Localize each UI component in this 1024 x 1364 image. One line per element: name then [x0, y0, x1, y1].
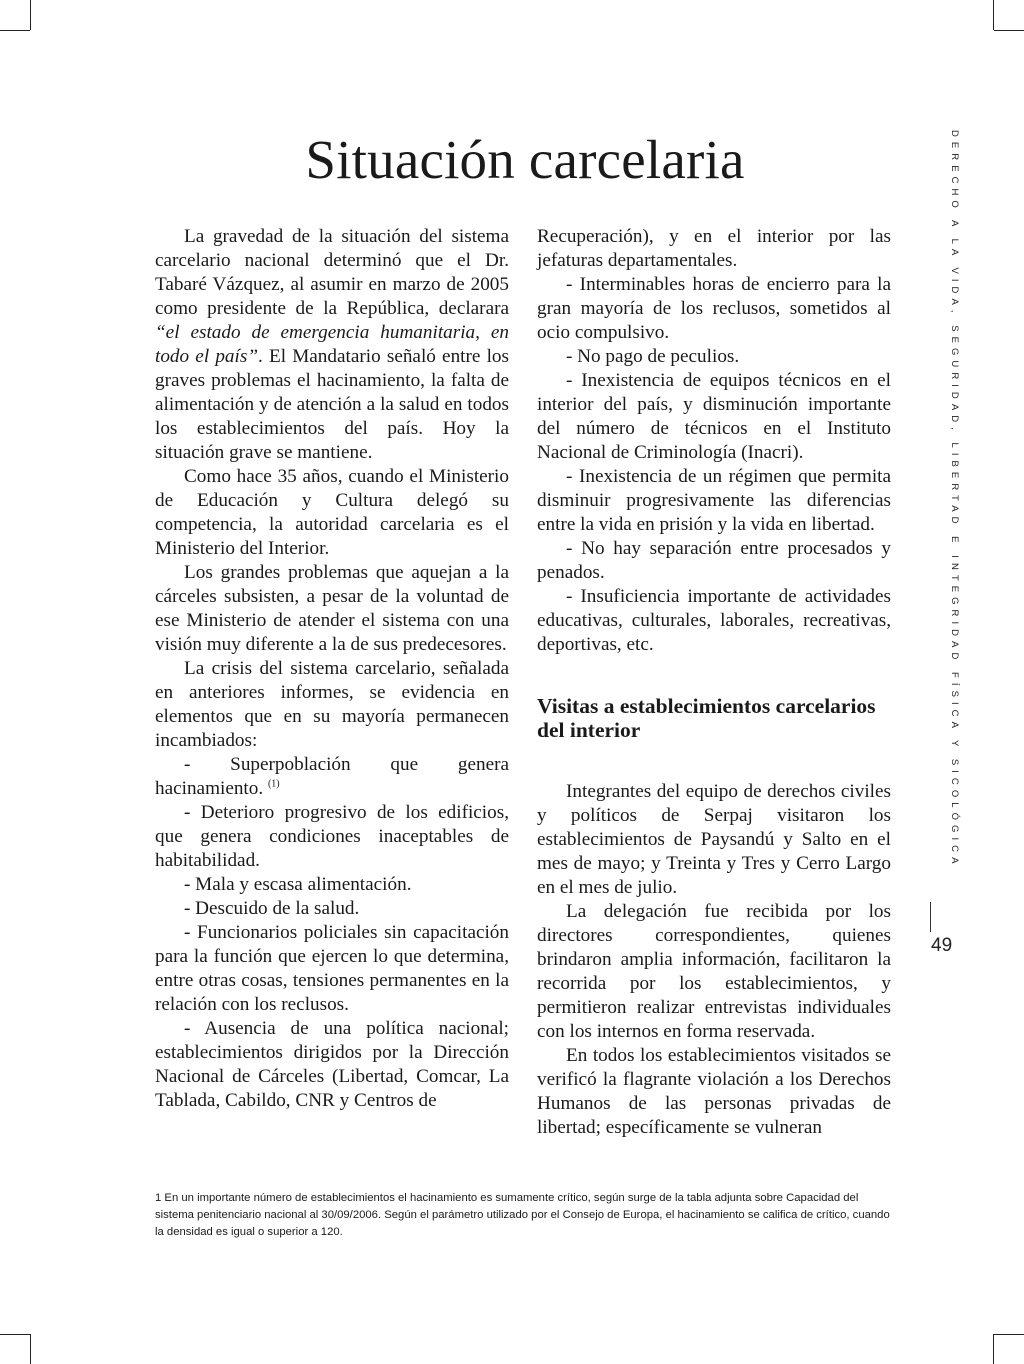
list-item: - Interminables horas de encierro para la gran mayoría de los reclusos, sometidos al ocio compulsivo. [537, 274, 891, 343]
list-item: - Inexistencia de equipos técnicos en el interior del país, y disminución importante del número de técnicos en el Instituto Nacional de Criminología (Inacri). [537, 370, 891, 463]
text-run: . El Mandatario señaló entre los graves problemas el hacinamiento, la falta de alimentación y de atención a la salud en todos los establecimientos del país. Hoy la situación grave se mantiene. [155, 346, 509, 463]
footnote: 1 En un importante número de establecimientos el hacinamiento es sumamente crítico, según surge de la tabla adjunta sobre Capacidad del sistema penitenciario nacional al 30/09/2006. Según el parámetro utilizado por el Consejo de Europa, el hacinamiento se califica de crítico, cuando la densidad es igual o superior a 120. [155, 1192, 890, 1238]
list-item: - Mala y escasa alimentación. [184, 874, 412, 895]
crop-mark [30, 1334, 31, 1364]
list-item-text: - Superpoblación que genera hacinamiento. [155, 754, 509, 799]
divider [930, 902, 931, 932]
list-item: - Deterioro progresivo de los edificios, que genera condiciones inaceptables de habitabilidad. [155, 802, 509, 871]
paragraph: La delegación fue recibida por los directores correspondientes, quienes brindaron amplia información, facilitaron la recorrida por los establecimientos, y permitieron realizar entrevistas individuales con los internos en forma reservada. [537, 901, 891, 1042]
list-item: - No pago de peculios. [566, 346, 740, 367]
right-column [537, 225, 891, 1140]
paragraph: Integrantes del equipo de derechos civiles y políticos de Serpaj visitaron los establecimientos de Paysandú y Salto en el mes de mayo; y Treinta y Tres y Cerro Largo en el mes de julio. [537, 781, 891, 898]
list-item: - Funcionarios policiales sin capacitación para la función que ejercen lo que determina, entre otras cosas, tensiones permanentes en la relación con los reclusos. [155, 922, 509, 1015]
text-run: La gravedad de la situación del sistema carcelario nacional determinó que el Dr. Tabaré Vázquez, al asumir en marzo de 2005 como presidente de la República, declarara [155, 226, 509, 319]
crop-mark [994, 1334, 1024, 1335]
paragraph: Como hace 35 años, cuando el Ministerio de Educación y Cultura delegó su competencia, la autoridad carcelaria es el Ministerio del Interior. [155, 466, 509, 559]
paragraph: La crisis del sistema carcelario, señalada en anteriores informes, se evidencia en elementos que en su mayoría permanecen incambiados: [155, 658, 509, 751]
list-item: - Descuido de la salud. [184, 898, 360, 919]
list-item: - Inexistencia de un régimen que permita disminuir progresivamente las diferencias entre la vida en prisión y la vida en libertad. [537, 466, 891, 535]
crop-mark [0, 30, 30, 31]
quote: “el estado de emergencia humanitaria, en todo el país” [155, 322, 509, 367]
paragraph [155, 225, 509, 465]
crop-mark [993, 0, 994, 30]
page-number: 49 [931, 935, 953, 956]
list-item: - No hay separación entre procesados y penados. [537, 538, 891, 583]
crop-mark [993, 1334, 994, 1364]
paragraph: En todos los establecimientos visitados se verificó la flagrante violación a los Derechos Humanos de las personas privadas de libertad; específicamente se vulneran [537, 1045, 891, 1138]
left-column [155, 225, 509, 1113]
list-item: - Insuficiencia importante de actividades educativas, culturales, laborales, recreativas, deportivas, etc. [537, 586, 891, 655]
paragraph: Los grandes problemas que aquejan a la cárceles subsisten, a pesar de la voluntad de ese Ministerio de atender el sistema con una visión muy diferente a la de sus predecesores. [155, 562, 509, 655]
list-item: - Ausencia de una política nacional; establecimientos dirigidos por la Dirección Nacional de Cárceles (Libertad, Comcar, La Tablada, Cabildo, CNR y Centros de [155, 1018, 509, 1111]
running-head: DERECHO A LA VIDA, SEGURIDAD, LIBERTAD E INTEGRIDAD FÍSICA Y SICOLÓGICA [949, 130, 960, 869]
footnote-ref[interactable]: (1) [267, 778, 280, 790]
section-heading: Visitas a establecimientos carcelarios del interior [537, 694, 876, 742]
list-item [155, 753, 509, 801]
crop-mark [0, 1334, 30, 1335]
page-title: Situación carcelaria [305, 129, 745, 190]
list-item-continuation: Recuperación), y en el interior por las jefaturas departamentales. [537, 226, 891, 271]
crop-mark [994, 30, 1024, 31]
crop-mark [30, 0, 31, 30]
